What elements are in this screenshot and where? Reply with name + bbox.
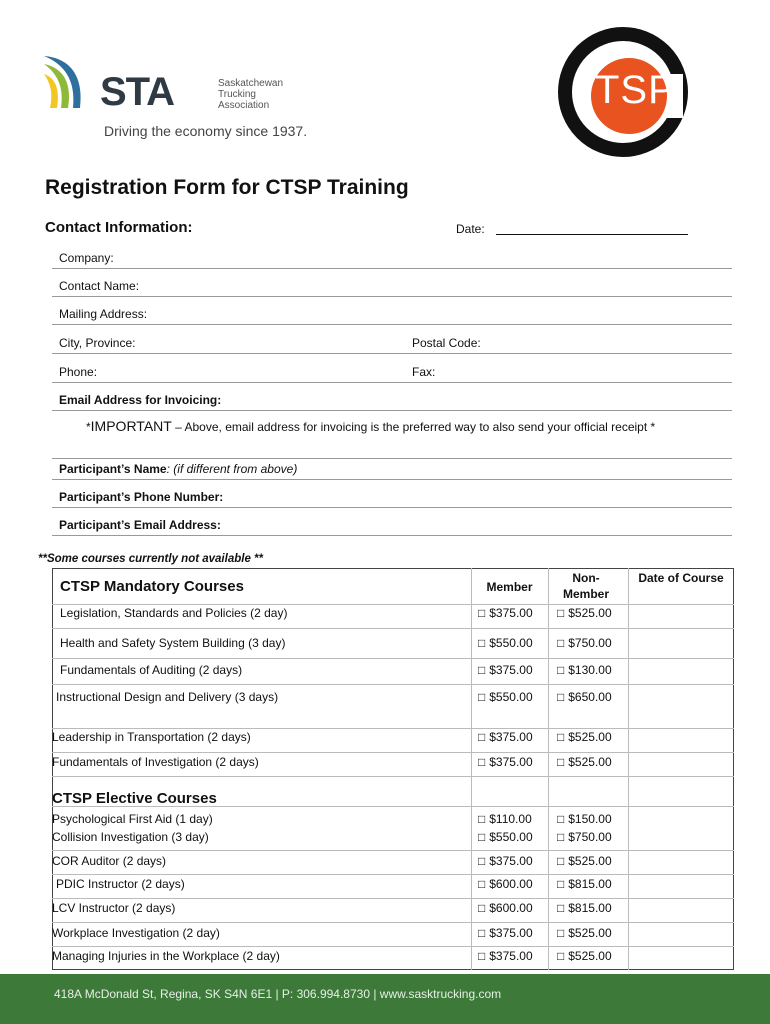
member-column-header: Member (486, 580, 533, 594)
mandatory-course-name: Leadership in Transportation (2 days) (52, 730, 251, 744)
checkbox-icon[interactable]: □ (557, 690, 565, 704)
checkbox-icon[interactable]: □ (478, 949, 486, 963)
row-divider (52, 806, 734, 807)
member-price-checkbox[interactable]: □ $550.00 (478, 636, 533, 650)
elective-course-name: COR Auditor (2 days) (52, 854, 167, 868)
participant-phone-field[interactable] (52, 487, 732, 508)
member-price-checkbox[interactable]: □ $375.00 (478, 755, 533, 769)
checkbox-icon[interactable]: □ (478, 901, 486, 915)
checkbox-icon[interactable]: □ (557, 854, 565, 868)
elective-course-name: Psychological First Aid (1 day) (52, 812, 213, 826)
checkbox-icon[interactable]: □ (557, 606, 565, 620)
row-divider (52, 752, 734, 753)
availability-note: **Some courses currently not available ** (38, 553, 263, 565)
checkbox-icon[interactable]: □ (478, 663, 486, 677)
mandatory-course-name: Fundamentals of Auditing (2 days) (60, 663, 243, 677)
row-divider (52, 946, 734, 947)
checkbox-icon[interactable]: □ (557, 877, 565, 891)
mailing-address-field[interactable] (52, 304, 732, 325)
checkbox-icon[interactable]: □ (478, 926, 486, 940)
ctsp-logo-text: TSP (595, 68, 676, 112)
nonmember-price-checkbox[interactable]: □ $650.00 (557, 690, 612, 704)
fax-label: Fax: (412, 365, 436, 379)
member-price-checkbox[interactable]: □ $375.00 (478, 926, 533, 940)
contact-heading: Contact Information: (45, 219, 193, 236)
participant-email-field[interactable] (52, 515, 732, 536)
checkbox-icon[interactable]: □ (478, 812, 486, 826)
mandatory-course-name: Fundamentals of Investigation (2 days) (52, 755, 259, 769)
member-price-checkbox[interactable]: □ $600.00 (478, 877, 533, 891)
email-invoicing-field[interactable] (52, 390, 732, 411)
checkbox-icon[interactable]: □ (557, 830, 565, 844)
checkbox-icon[interactable]: □ (557, 636, 565, 650)
elective-course-name: Managing Injuries in the Workplace (2 day) (52, 949, 280, 963)
elective-courses-title: CTSP Elective Courses (52, 790, 217, 807)
email-invoicing-label: Email Address for Invoicing: (59, 393, 222, 407)
postal-code-label: Postal Code: (412, 336, 481, 350)
nonmember-column-header: Non-Member (562, 571, 609, 601)
checkbox-icon[interactable]: □ (557, 812, 565, 826)
date-label: Date: (456, 222, 485, 236)
checkbox-icon[interactable]: □ (478, 877, 486, 891)
participant-name-label: Participant’s Name: (if different from above) (59, 462, 298, 476)
ctsp-logo (557, 22, 689, 162)
sta-subtitle: Saskatchewan Trucking Association (218, 78, 284, 111)
phone-label: Phone: (59, 365, 98, 379)
checkbox-icon[interactable]: □ (557, 949, 565, 963)
sta-letters: STA (100, 70, 175, 114)
sta-tagline: Driving the economy since 1937. (104, 123, 308, 139)
row-divider (52, 874, 734, 875)
checkbox-icon[interactable]: □ (478, 690, 486, 704)
member-price-checkbox[interactable]: □ $110.00 (478, 812, 532, 826)
row-divider (52, 776, 734, 777)
page-title: Registration Form for CTSP Training (45, 176, 409, 199)
checkbox-icon[interactable]: □ (478, 854, 486, 868)
participant-name-field[interactable] (52, 458, 732, 480)
elective-course-name: Workplace Investigation (2 day) (52, 926, 220, 940)
checkbox-icon[interactable]: □ (478, 606, 486, 620)
participant-email-label: Participant’s Email Address: (59, 518, 221, 532)
row-divider (52, 728, 734, 729)
nonmember-price-checkbox[interactable]: □ $130.00 (557, 663, 612, 677)
checkbox-icon[interactable]: □ (557, 730, 565, 744)
checkbox-icon[interactable]: □ (557, 901, 565, 915)
member-price-checkbox[interactable]: □ $375.00 (478, 949, 533, 963)
checkbox-icon[interactable]: □ (478, 636, 486, 650)
member-price-checkbox[interactable]: □ $375.00 (478, 663, 533, 677)
contact-name-label: Contact Name: (59, 279, 140, 293)
member-price-checkbox[interactable]: □ $375.00 (478, 606, 533, 620)
mandatory-course-name: Health and Safety System Building (3 day) (60, 636, 286, 650)
nonmember-price-checkbox[interactable]: □ $750.00 (557, 636, 612, 650)
checkbox-icon[interactable]: □ (478, 730, 486, 744)
company-field[interactable] (52, 248, 732, 269)
date-column-header: Date of Course (638, 571, 724, 585)
checkbox-icon[interactable]: □ (557, 663, 565, 677)
row-divider (52, 898, 734, 899)
mailing-address-label: Mailing Address: (59, 307, 148, 321)
nonmember-price-checkbox[interactable]: □ $525.00 (557, 949, 612, 963)
checkbox-icon[interactable]: □ (557, 755, 565, 769)
contact-name-field[interactable] (52, 276, 732, 297)
participant-phone-label: Participant’s Phone Number: (59, 490, 224, 504)
nonmember-price-checkbox[interactable]: □ $815.00 (557, 901, 612, 915)
mandatory-course-name: Legislation, Standards and Policies (2 day) (60, 606, 288, 620)
city-province-field[interactable] (52, 333, 732, 354)
phone-field[interactable] (52, 362, 732, 383)
footer (0, 974, 770, 1024)
row-divider (52, 922, 734, 923)
member-price-checkbox[interactable]: □ $600.00 (478, 901, 533, 915)
elective-course-name: PDIC Instructor (2 days) (56, 877, 185, 891)
member-price-checkbox[interactable]: □ $550.00 (478, 830, 533, 844)
mandatory-course-name: Instructional Design and Delivery (3 days) (56, 690, 279, 704)
nonmember-price-checkbox[interactable]: □ $525.00 (557, 730, 612, 744)
city-province-label: City, Province: (59, 336, 136, 350)
footer-text: 418A McDonald St, Regina, SK S4N 6E1 | P: 306.994.8730 | www.sasktrucking.com (54, 987, 502, 1001)
nonmember-price-checkbox[interactable]: □ $525.00 (557, 606, 612, 620)
elective-course-name: Collision Investigation (3 day) (52, 830, 209, 844)
row-divider (52, 850, 734, 851)
date-field[interactable] (496, 234, 688, 235)
row-divider (52, 628, 734, 629)
nonmember-price-checkbox[interactable]: □ $150.00 (557, 812, 612, 826)
important-note: *IMPORTANT – Above, email address for invoicing is the preferred way to also send your official receipt * (86, 418, 656, 434)
company-label: Company: (59, 251, 114, 265)
nonmember-price-checkbox[interactable]: □ $525.00 (557, 926, 612, 940)
member-price-checkbox[interactable]: □ $375.00 (478, 730, 533, 744)
checkbox-icon[interactable]: □ (557, 926, 565, 940)
sta-swoosh-icon (40, 50, 102, 112)
sta-logo (40, 50, 310, 145)
mandatory-courses-title: CTSP Mandatory Courses (60, 578, 244, 595)
member-price-checkbox[interactable]: □ $375.00 (478, 854, 533, 868)
checkbox-icon[interactable]: □ (478, 755, 486, 769)
row-divider (52, 658, 734, 659)
nonmember-price-checkbox[interactable]: □ $815.00 (557, 877, 612, 891)
elective-course-name: LCV Instructor (2 days) (52, 901, 176, 915)
row-divider (52, 604, 734, 605)
member-price-checkbox[interactable]: □ $550.00 (478, 690, 533, 704)
row-divider (52, 684, 734, 685)
checkbox-icon[interactable]: □ (478, 830, 486, 844)
nonmember-price-checkbox[interactable]: □ $750.00 (557, 830, 612, 844)
nonmember-price-checkbox[interactable]: □ $525.00 (557, 755, 612, 769)
nonmember-price-checkbox[interactable]: □ $525.00 (557, 854, 612, 868)
